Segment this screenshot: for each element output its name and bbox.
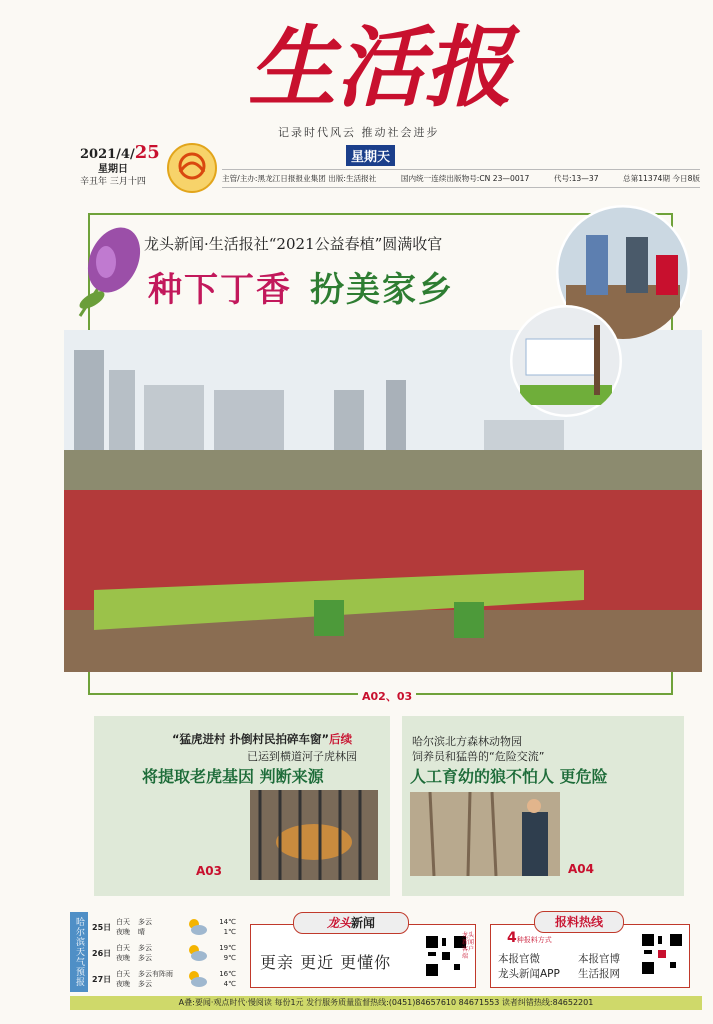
weather-daynight: 白天 夜晚 xyxy=(116,970,130,988)
zookeeper-photo xyxy=(410,792,560,876)
page-footer: A叠:要闻·观点时代·慢阅读 每份1元 发行服务质量监督热线:(0451)84657610 84671553 读者纠错热线:84652201 xyxy=(70,996,702,1010)
weather-temp: 16℃ 4℃ xyxy=(219,970,236,988)
emblem-icon xyxy=(166,142,218,194)
meta-publisher: 主管/主办:黑龙江日报报业集团 出版:生活报社 xyxy=(222,174,377,183)
weather-condition: 多云 多云 xyxy=(138,944,152,962)
meta-issue: 总第11374期 今日8版 xyxy=(623,174,700,183)
news-app-side-label: 龙头新闻客户端 xyxy=(462,932,475,960)
sign-photo-inset xyxy=(510,305,622,417)
masthead-slogan: 记录时代风云 推动社会进步 xyxy=(278,126,440,139)
lunar-date: 辛丑年 三月十四 xyxy=(80,177,146,187)
publication-meta xyxy=(222,169,700,188)
story2-headline[interactable]: 人工育幼的狼不怕人 更危险 xyxy=(410,767,608,786)
weather-table xyxy=(92,914,242,992)
newspaper-logo xyxy=(230,18,530,116)
weather-temp: 14℃ 1℃ xyxy=(219,918,236,936)
weather-date: 25日 xyxy=(92,922,112,932)
tiger-photo xyxy=(250,790,378,880)
news-app-tagline: 更亲 更近 更懂你 xyxy=(260,953,392,972)
weekday: 星期日 xyxy=(98,164,128,175)
story1-page: A03 xyxy=(196,864,222,878)
news-app-ad-title: 龙头新闻 xyxy=(293,912,409,934)
feature-kicker: 龙头新闻·生活报社“2021公益春植”圆满收官 xyxy=(144,235,443,253)
weather-date: 26日 xyxy=(92,948,112,958)
story2-kicker-1: 哈尔滨北方森林动物园 xyxy=(412,735,522,748)
qr-code-icon[interactable] xyxy=(640,932,684,976)
hotline-ways: 4种报料方式 xyxy=(507,930,552,946)
issue-date: 2021/4/25 xyxy=(80,142,160,163)
lilac-illustration xyxy=(70,220,150,320)
weather-icon xyxy=(186,917,208,937)
story1-headline[interactable]: 将提取老虎基因 判断来源 xyxy=(142,767,324,786)
story1-subtitle: 已运到横道河子虎林园 xyxy=(247,750,357,763)
weather-condition: 多云 晴 xyxy=(138,918,152,936)
story2-kicker-2: 饲养员和猛兽的“危险交流” xyxy=(412,750,545,763)
story1-kicker: “猛虎进村 扑倒村民拍碎车窗”后续 xyxy=(172,732,353,746)
meta-code: 代号:13—37 xyxy=(553,174,599,183)
sunday-badge: 星期天 xyxy=(346,145,395,166)
weather-daynight: 白天 夜晚 xyxy=(116,944,130,962)
hotline-col-2: 本报官博 生活报网 xyxy=(578,953,620,980)
weather-row xyxy=(92,914,242,940)
hotline-ad-title: 报料热线 xyxy=(534,911,624,933)
weather-condition: 多云有阵雨 多云 xyxy=(138,970,173,988)
feature-headline: 种下丁香 扮美家乡 xyxy=(148,270,454,310)
weather-icon xyxy=(186,943,208,963)
hotline-col-1: 本报官微 龙头新闻APP xyxy=(498,953,560,980)
weather-daynight: 白天 夜晚 xyxy=(116,918,130,936)
meta-cn: 国内统一连续出版物号:CN 23—0017 xyxy=(400,174,530,183)
weather-label: 哈尔滨天气预报 xyxy=(70,912,88,992)
feature-page-ref: A02、03 xyxy=(358,688,416,704)
weather-icon xyxy=(186,969,208,989)
weather-row xyxy=(92,940,242,966)
weather-temp: 19℃ 9℃ xyxy=(219,944,236,962)
weather-date: 27日 xyxy=(92,974,112,984)
weather-row xyxy=(92,966,242,992)
svg-text:生活报: 生活报 xyxy=(247,18,513,116)
story2-page: A04 xyxy=(568,862,594,876)
